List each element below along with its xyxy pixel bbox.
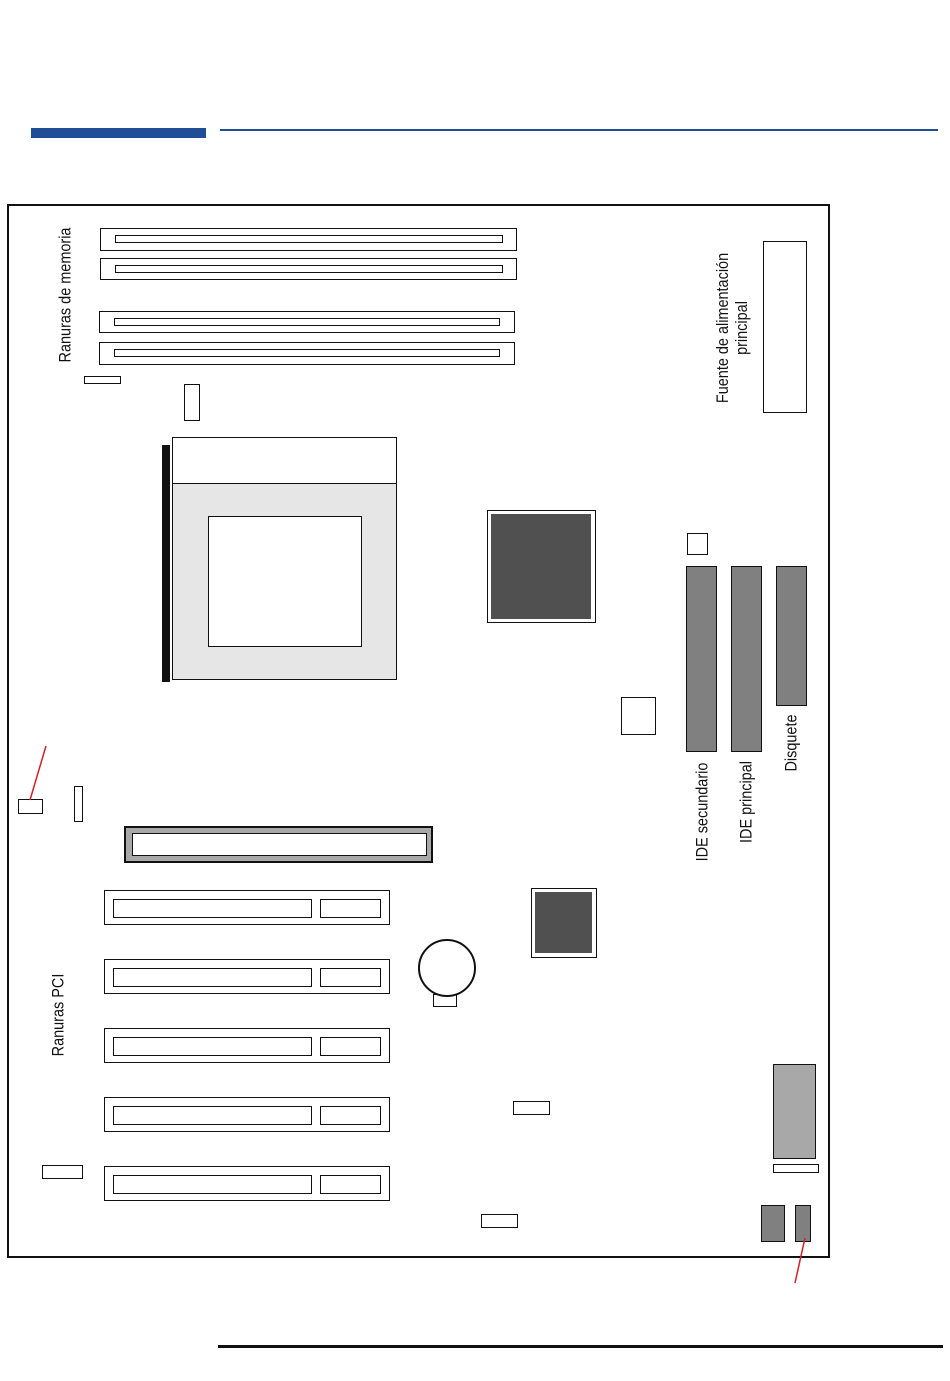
ide-secondary-label: IDE secundario (692, 762, 712, 862)
ide-primary-label: IDE principal (736, 761, 756, 843)
power-label-line2: principal (732, 301, 751, 355)
memory-slots-label: Ranuras de memoria (55, 227, 75, 363)
footer-rule (218, 1345, 943, 1348)
callout-line-bottom (795, 1238, 805, 1283)
floppy-label: Disquete (781, 714, 801, 772)
pci-slots-label: Ranuras PCI (48, 973, 68, 1057)
callout-line-left (30, 746, 46, 800)
power-label-line1: Fuente de alimentación (713, 252, 732, 404)
